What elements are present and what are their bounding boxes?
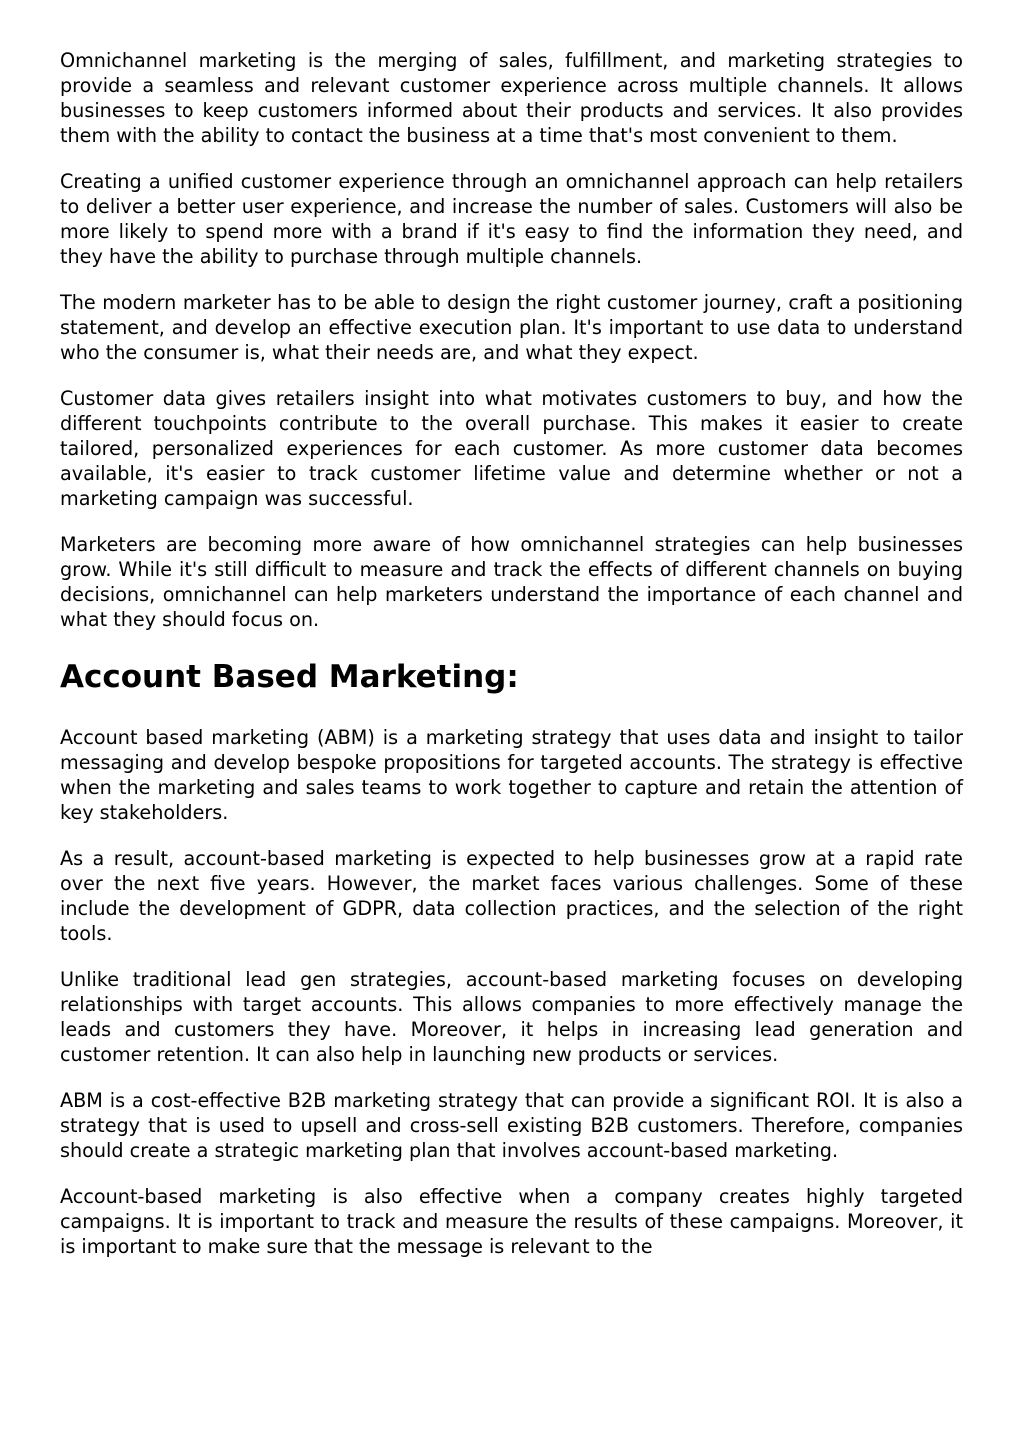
paragraph-abm-roi: ABM is a cost-effective B2B marketing strategy that can provide a significant ROI. It is also a strategy that is used to upsell and cross-sell existing B2B customers. Therefore, companies should create a strategic marketing plan that involves account-based marketing. xyxy=(60,1089,963,1162)
paragraph-modern-marketer: The modern marketer has to be able to design the right customer journey, craft a positioning statement, and develop an effective execution plan. It's important to use data to understand who the consumer is, what their needs are, and what they expect. xyxy=(60,291,963,364)
paragraph-abm-definition: Account based marketing (ABM) is a marketing strategy that uses data and insight to tailor messaging and develop bespoke propositions for targeted accounts. The strategy is effective when the marketing and sales teams to work together to capture and retain the attention of key stakeholders. xyxy=(60,726,963,824)
paragraph-abm-growth: As a result, account-based marketing is expected to help businesses grow at a rapid rate over the next five years. However, the market faces various challenges. Some of these include the development of GDPR, data collection practices, and the selection of the right tools. xyxy=(60,847,963,945)
paragraph-abm-campaigns: Account-based marketing is also effective when a company creates highly targeted campaigns. It is important to track and measure the results of these campaigns. Moreover, it is important to make sure that the message is relevant to the xyxy=(60,1185,963,1258)
section-heading-abm: Account Based Marketing: xyxy=(60,659,519,695)
paragraph-omnichannel-definition: Omnichannel marketing is the merging of sales, fulfillment, and marketing strategies to provide a seamless and relevant customer experience across multiple channels. It allows businesses to keep customers informed about their products and services. It also provides them with the ability to contact the business at a time that's most convenient to them. xyxy=(60,49,963,147)
paragraph-marketers-aware: Marketers are becoming more aware of how omnichannel strategies can help businesses grow. While it's still difficult to measure and track the effects of different channels on buying decisions, omnichannel can help marketers understand the importance of each channel and what they should focus on. xyxy=(60,533,963,631)
paragraph-unified-experience: Creating a unified customer experience through an omnichannel approach can help retailers to deliver a better user experience, and increase the number of sales. Customers will also be more likely to spend more with a brand if it's easy to find the information they need, and they have the ability to purchase through multiple channels. xyxy=(60,170,963,268)
paragraph-abm-relationships: Unlike traditional lead gen strategies, account-based marketing focuses on developing relationships with target accounts. This allows companies to more effectively manage the leads and customers they have. Moreover, it helps in increasing lead generation and customer retention. It can also help in launching new products or services. xyxy=(60,968,963,1066)
paragraph-customer-data: Customer data gives retailers insight into what motivates customers to buy, and how the different touchpoints contribute to the overall purchase. This makes it easier to create tailored, personalized experiences for each customer. As more customer data becomes available, it's easier to track customer lifetime value and determine whether or not a marketing campaign was successful. xyxy=(60,387,963,510)
